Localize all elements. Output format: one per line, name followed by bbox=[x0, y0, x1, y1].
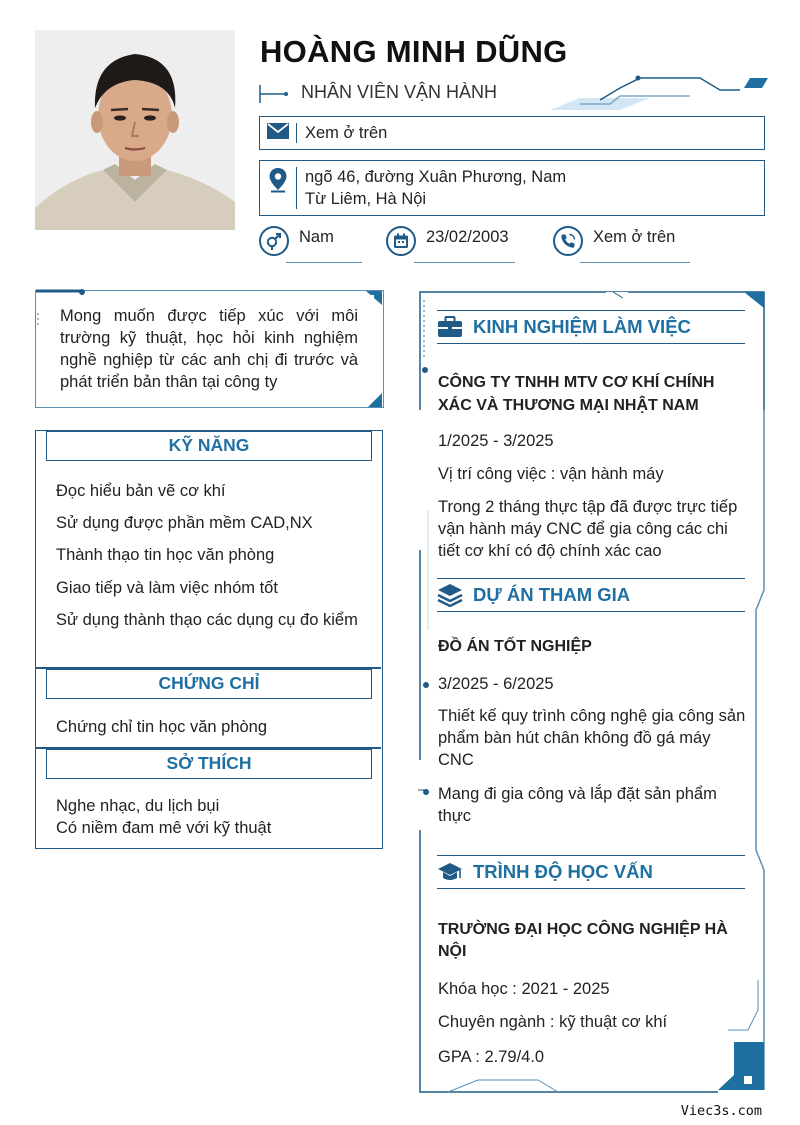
education-title: TRÌNH ĐỘ HỌC VẤN bbox=[473, 861, 653, 882]
address-box bbox=[259, 160, 765, 216]
projects-title: DỰ ÁN THAM GIA bbox=[473, 584, 631, 605]
project-name: ĐỒ ÁN TỐT NGHIỆP bbox=[438, 638, 592, 655]
project-period: 3/2025 - 6/2025 bbox=[438, 675, 554, 693]
person-portrait-icon bbox=[35, 30, 235, 230]
skills-heading: KỸ NĂNG bbox=[46, 431, 372, 461]
envelope-icon bbox=[267, 123, 289, 139]
experience-heading bbox=[437, 310, 745, 344]
project-description: Thiết kế quy trình công nghệ gia công sản phẩm bàn hút chân không đồ gá máy CNC bbox=[438, 707, 746, 769]
email-box bbox=[259, 116, 765, 150]
phone-value: Xem ở trên bbox=[593, 227, 676, 246]
title-line-icon bbox=[258, 83, 288, 105]
layers-icon bbox=[437, 583, 463, 607]
calendar-icon bbox=[393, 233, 409, 249]
experience-role: Vị trí công việc : vận hành máy bbox=[438, 465, 664, 483]
education-major: Chuyên ngành : kỹ thuật cơ khí bbox=[438, 1013, 668, 1031]
skill-item: Sử dụng được phần mềm CAD,NX bbox=[56, 514, 313, 532]
skill-item: Sử dụng thành thạo các dụng cụ đo kiểm bbox=[56, 611, 358, 629]
hobbies-heading: SỞ THÍCH bbox=[46, 749, 372, 779]
watermark: Viec3s.com bbox=[680, 1103, 762, 1119]
job-title: NHÂN VIÊN VẬN HÀNH bbox=[301, 82, 498, 102]
projects-heading bbox=[437, 578, 745, 612]
skill-item: Thành thạo tin học văn phòng bbox=[56, 546, 275, 564]
hobby-item: Nghe nhạc, du lịch bụi bbox=[56, 797, 220, 815]
experience-title: KINH NGHIỆM LÀM VIỆC bbox=[473, 316, 691, 337]
address-value: ngõ 46, đường Xuân Phương, Nam Từ Liêm, Hà Nội bbox=[305, 168, 567, 208]
objective-box bbox=[35, 290, 384, 408]
skill-item: Giao tiếp và làm việc nhóm tốt bbox=[56, 579, 278, 597]
gender-value: Nam bbox=[299, 227, 334, 246]
certificates-heading: CHỨNG CHỈ bbox=[46, 669, 372, 699]
left-sections bbox=[35, 430, 383, 849]
location-pin-icon bbox=[268, 167, 288, 193]
birthday-item bbox=[386, 226, 509, 256]
circuit-decoration-icon bbox=[540, 74, 770, 114]
phone-icon bbox=[560, 233, 576, 249]
phone-item bbox=[553, 226, 675, 256]
school-name: TRƯỜNG ĐẠI HỌC CÔNG NGHIỆP HÀ NỘI bbox=[438, 921, 728, 960]
gender-item bbox=[259, 226, 334, 256]
project-description: Mang đi gia công và lắp đặt sản phẩm thực bbox=[438, 785, 717, 825]
birthday-value: 23/02/2003 bbox=[426, 227, 509, 246]
education-course: Khóa học : 2021 - 2025 bbox=[438, 980, 610, 998]
hobby-item: Có niềm đam mê với kỹ thuật bbox=[56, 819, 272, 837]
company-name: CÔNG TY TNHH MTV CƠ KHÍ CHÍNH XÁC VÀ THƯƠNG MẠI NHẬT NAM bbox=[438, 374, 715, 414]
email-value: Xem ở trên bbox=[305, 124, 388, 142]
candidate-name: HOÀNG MINH DŨNG bbox=[260, 34, 568, 69]
objective-text: Mong muốn được tiếp xúc với môi trường kỹ thuật, học hỏi kinh nghiệm nghề nghiệp từ các anh chị đi trước và phát triển bản thân tại công ty bbox=[60, 307, 358, 391]
education-gpa: GPA : 2.79/4.0 bbox=[438, 1048, 545, 1066]
skill-item: Đọc hiểu bản vẽ cơ khí bbox=[56, 482, 226, 500]
certificate-item: Chứng chỉ tin học văn phòng bbox=[56, 718, 268, 736]
experience-period: 1/2025 - 3/2025 bbox=[438, 432, 554, 450]
gender-icon bbox=[265, 232, 283, 250]
profile-photo bbox=[35, 30, 235, 230]
experience-description: Trong 2 tháng thực tập đã được trực tiếp vận hành máy CNC để gia công các chi tiết cơ khí có độ chính xác cao bbox=[438, 498, 738, 560]
graduation-cap-icon bbox=[437, 861, 463, 883]
education-heading bbox=[437, 855, 745, 889]
briefcase-icon bbox=[437, 316, 463, 338]
